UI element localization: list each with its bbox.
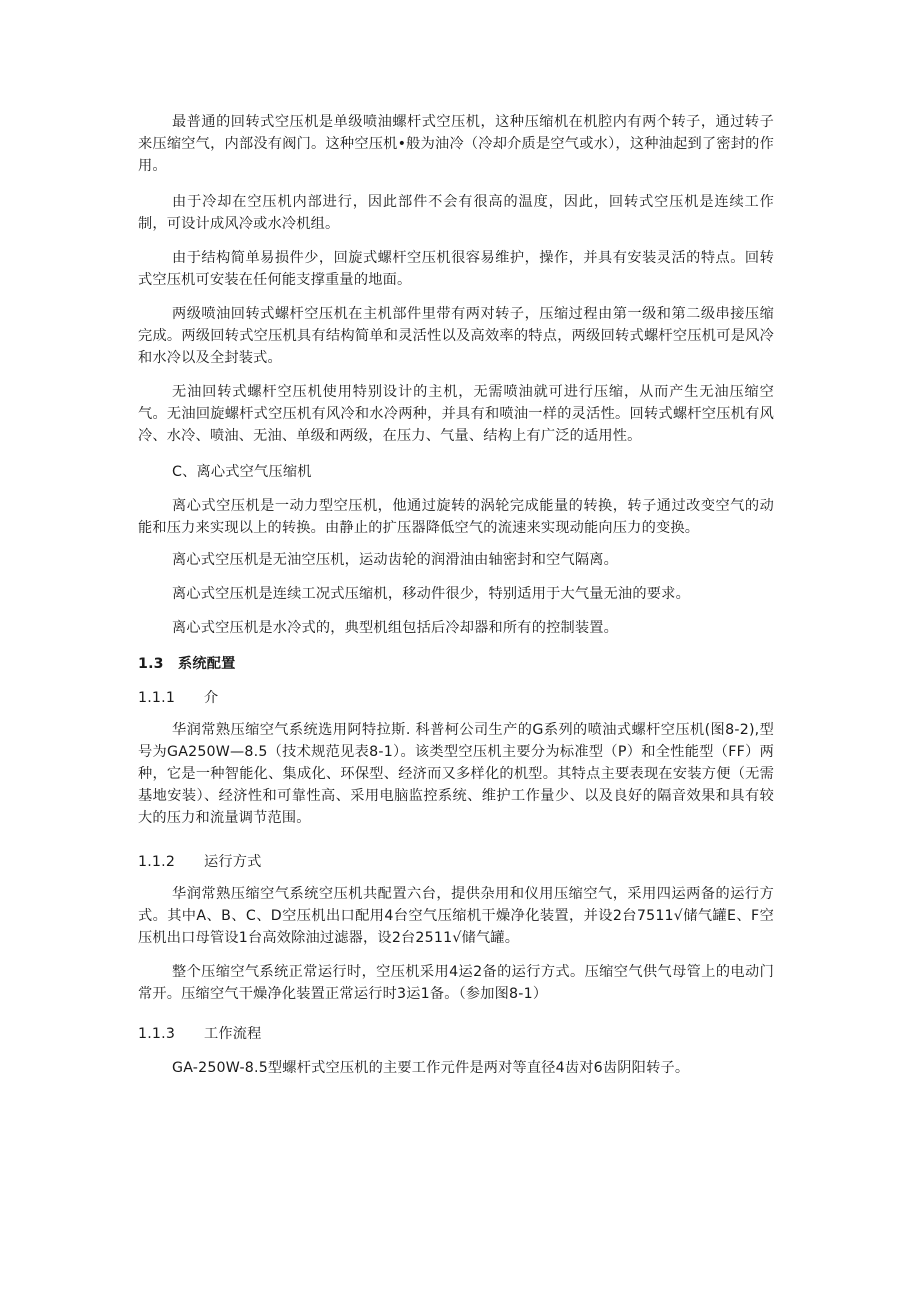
paragraph-two-stage: 两级喷油回转式螺杆空压机在主机部件里带有两对转子，压缩过程由第一级和第二级串接压缩完成。两级回转式空压机具有结构简单和灵活性以及高效率的特点，两级回转式螺杆空压机可是风冷和水冷以及全封装式。 xyxy=(138,306,774,366)
section-heading-1-1-2 xyxy=(138,851,774,873)
paragraph-workflow: GA-250W-8.5型螺杆式空压机的主要工作元件是两对等直径4齿对6齿阴阳转子。 xyxy=(172,1060,690,1076)
paragraph-centrifugal-oil-free: 离心式空压机是无油空压机，运动齿轮的润滑油由轴密封和空气隔离。 xyxy=(172,552,619,568)
paragraph-centrifugal-continuous: 离心式空压机是连续工况式压缩机，移动件很少，特别适用于大气量无油的要求。 xyxy=(172,586,690,602)
paragraph-operation-mode: 华润常熟压缩空气系统空压机共配置六台，提供杂用和仪用压缩空气，采用四运两备的运行方式。其中A、B、C、D空压机出口配用4台空气压缩机干燥净化装置，并设2台7511√储气罐E、F空压机出口母管设1台高效除油过滤器，设2台2511√储气罐。 xyxy=(138,886,774,946)
paragraph-maintenance: 由于结构简单易损件少，回旋式螺杆空压机很容易维护，操作，并具有安装灵活的特点。回转式空压机可安装在任何能支撑重量的地面。 xyxy=(138,250,774,288)
section-number: 1.1.2 xyxy=(138,854,176,870)
section-title: 工作流程 xyxy=(204,1026,262,1042)
section-heading-1-3 xyxy=(138,653,774,675)
section-number: 1.1.1 xyxy=(138,690,176,706)
paragraph-centrifugal-energy: 离心式空压机是一动力型空压机，他通过旋转的涡轮完成能量的转换，转子通过改变空气的动能和压力来实现以上的转换。由静止的扩压器降低空气的流速来实现动能向压力的变换。 xyxy=(138,498,774,536)
paragraph-centrifugal-water-cooled: 离心式空压机是水冷式的，典型机组包括后冷却器和所有的控制装置。 xyxy=(172,620,619,636)
section-heading-1-1-3 xyxy=(138,1023,774,1045)
section-heading-1-1-1 xyxy=(138,687,774,709)
paragraph-normal-operation: 整个压缩空气系统正常运行时，空压机采用4运2备的运行方式。压缩空气供气母管上的电动门常开。压缩空气干燥净化装置正常运行时3运1备。（参加图8-1） xyxy=(138,964,774,1002)
section-title: 系统配置 xyxy=(178,656,236,672)
section-title: 运行方式 xyxy=(204,854,262,870)
section-number: 1.1.3 xyxy=(138,1026,176,1042)
paragraph-cooling: 由于冷却在空压机内部进行，因此部件不会有很高的温度，因此，回转式空压机是连续工作制，可设计成风冷或水冷机组。 xyxy=(138,194,774,232)
paragraph-introduction: 华润常熟压缩空气系统选用阿特拉斯. 科普柯公司生产的G系列的喷油式螺杆空压机(图8-2),型号为GA250W—8.5（技术规范见表8-1）。该类型空压机主要分为标准型（P）和全性能型（FF）两种，它是一种智能化、集成化、环保型、经济而又多样化的机型。其特点主要表现在安装方便（无需基地安装）、经济性和可靠性高、采用电脑监控系统、维护工作量少、以及良好的隔音效果和具有较大的压力和流量调节范围。 xyxy=(138,722,774,826)
section-number: 1.3 xyxy=(138,656,164,672)
paragraph-oil-free: 无油回转式螺杆空压机使用特别设计的主机，无需喷油就可进行压缩，从而产生无油压缩空气。无油回旋螺杆式空压机有风冷和水冷两种，并具有和喷油一样的灵活性。回转式螺杆空压机有风冷、水冷、喷油、无油、单级和两级，在压力、气量、结构上有广泛的适用性。 xyxy=(138,384,774,444)
paragraph-single-stage-screw: 最普通的回转式空压机是单级喷油螺杆式空压机，这种压缩机在机腔内有两个转子，通过转子来压缩空气，内部没有阀门。这种空压机•般为油冷（冷却介质是空气或水），这种油起到了密封的作用。 xyxy=(138,114,774,174)
heading-centrifugal: C、离心式空气压缩机 xyxy=(172,464,312,480)
section-title: 介 xyxy=(204,690,219,706)
